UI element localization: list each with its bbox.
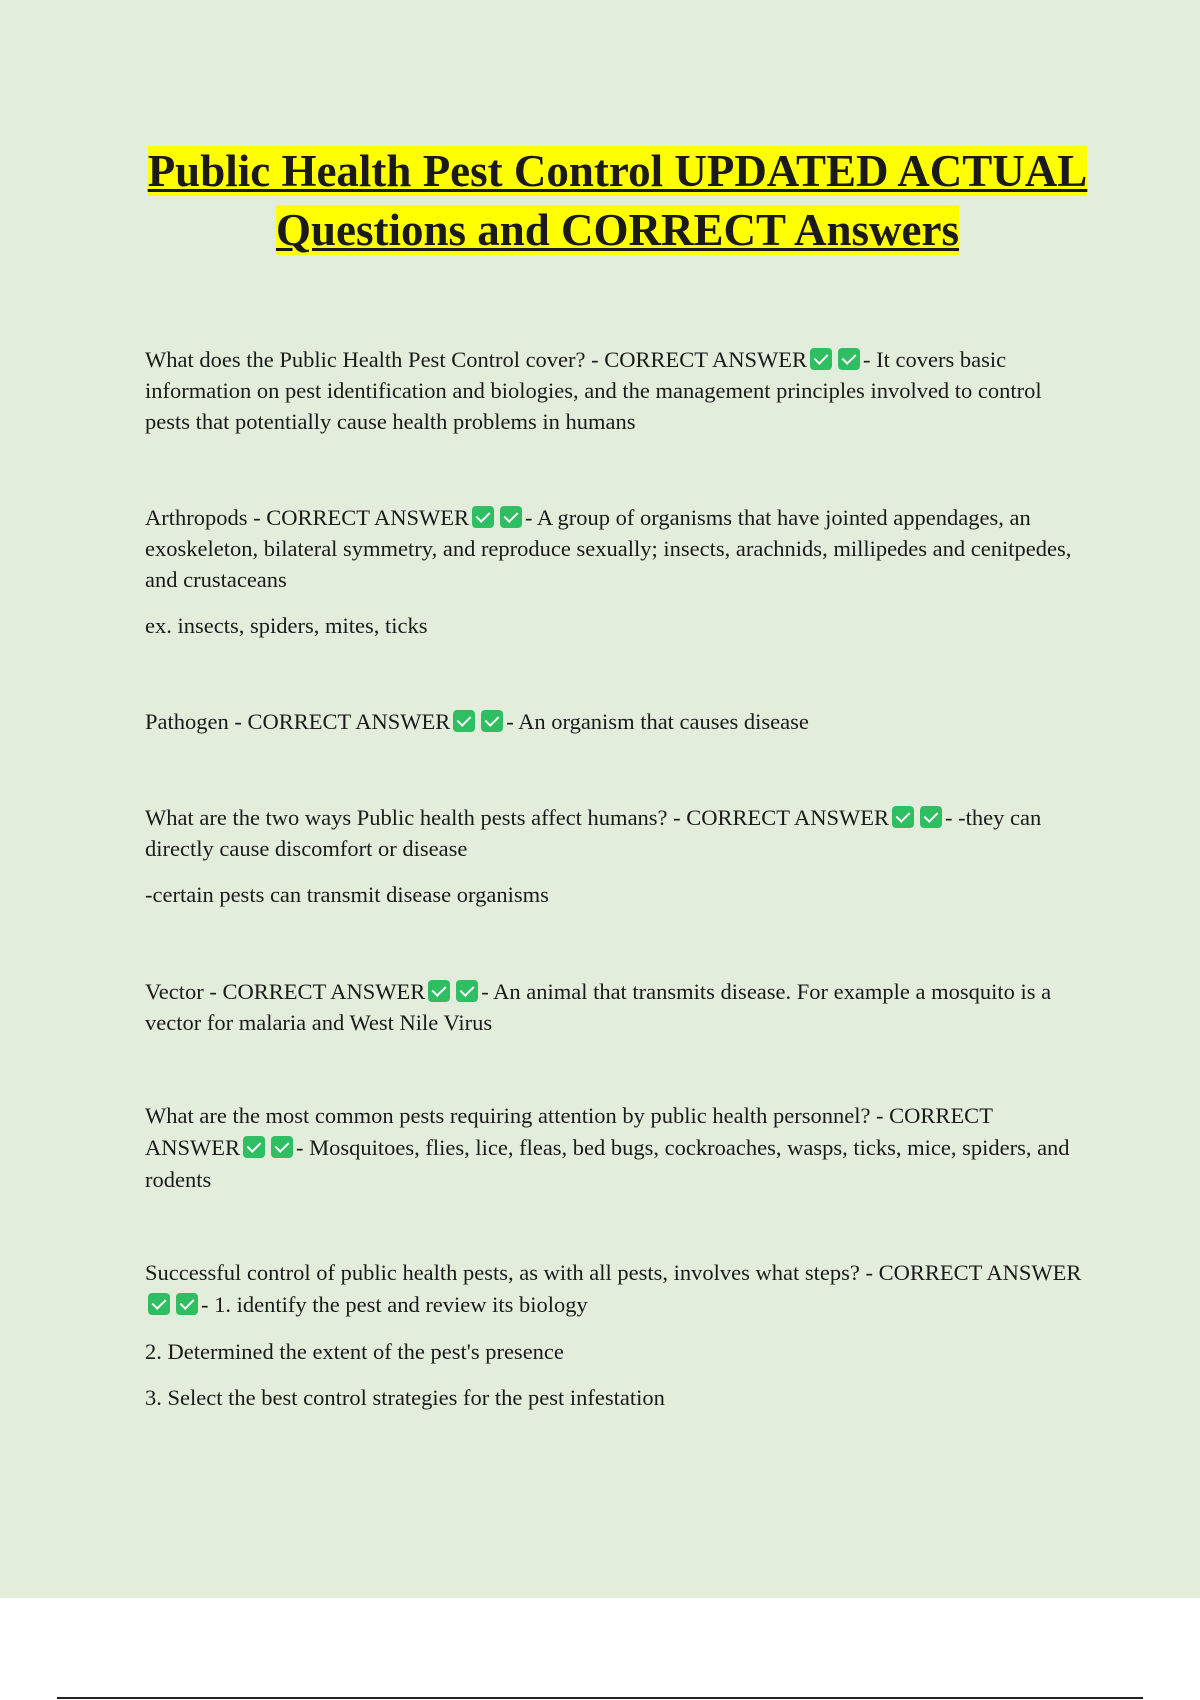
- qa-question: What are the two ways Public health pests affect humans? - CORRECT ANSWER: [145, 805, 890, 830]
- qa-extra-line: -certain pests can transmit disease organisms: [145, 882, 549, 907]
- qa-answer: - It covers basic information on pest identification and biologies, and the management principles involved to control pests that potentially cause health problems in humans: [145, 347, 1042, 434]
- qa-entry: [145, 344, 1090, 437]
- check-mark-icon: [810, 348, 832, 370]
- qa-question: What are the most common pests requiring attention by public health personnel? - CORRECT ANSWER: [145, 1103, 993, 1160]
- title-block: [130, 142, 1105, 260]
- qa-item: [145, 344, 1090, 437]
- qa-entry: [145, 1100, 1090, 1196]
- qa-item: [145, 1257, 1090, 1413]
- document-title: [130, 142, 1105, 260]
- check-mark-icon: [500, 506, 522, 528]
- check-mark-icon: [428, 980, 450, 1002]
- check-mark-icon: [920, 806, 942, 828]
- check-mark-icon: [148, 1293, 170, 1315]
- check-mark-icon: [456, 980, 478, 1002]
- qa-answer: - 1. identify the pest and review its biology: [201, 1292, 588, 1317]
- check-mark-icon: [176, 1293, 198, 1315]
- qa-answer: - -they can directly cause discomfort or disease: [145, 805, 1042, 861]
- qa-question: Successful control of public health pests, as with all pests, involves what steps? - CORRECT ANSWER: [145, 1260, 1082, 1285]
- qa-entry: [145, 802, 1090, 864]
- qa-answer: - A group of organisms that have jointed appendages, an exoskeleton, bilateral symmetry, and reproduce sexually; insects, arachnids, millipedes and cenitpedes, and crustaceans: [145, 505, 1072, 592]
- footer-divider: [57, 1697, 1143, 1699]
- qa-entry: [145, 502, 1090, 595]
- check-mark-icon: [838, 348, 860, 370]
- qa-question: Vector - CORRECT ANSWER: [145, 979, 426, 1004]
- qa-item: [145, 706, 1090, 737]
- qa-entry: [145, 976, 1090, 1038]
- check-mark-icon: [481, 710, 503, 732]
- qa-extra-line: 2. Determined the extent of the pest's presence: [145, 1339, 564, 1364]
- check-mark-icon: [271, 1136, 293, 1158]
- qa-entry: [145, 1257, 1090, 1321]
- qa-question: Arthropods - CORRECT ANSWER: [145, 505, 469, 530]
- qa-answer: - Mosquitoes, flies, lice, fleas, bed bugs, cockroaches, wasps, ticks, mice, spiders, and rodents: [145, 1135, 1070, 1192]
- check-mark-icon: [892, 806, 914, 828]
- check-mark-icon: [472, 506, 494, 528]
- qa-entry: [145, 706, 1090, 737]
- qa-item: [145, 976, 1090, 1038]
- qa-item: [145, 802, 1090, 910]
- check-mark-icon: [453, 710, 475, 732]
- check-mark-icon: [243, 1136, 265, 1158]
- qa-answer: - An animal that transmits disease. For example a mosquito is a vector for malaria and West Nile Virus: [145, 979, 1052, 1035]
- document-title-text: Public Health Pest Control UPDATED ACTUAL Questions and CORRECT Answers: [147, 146, 1088, 255]
- qa-item: [145, 1100, 1090, 1196]
- qa-item: [145, 502, 1090, 641]
- qa-extra-line: ex. insects, spiders, mites, ticks: [145, 613, 428, 638]
- qa-extra-line: 3. Select the best control strategies for the pest infestation: [145, 1385, 665, 1410]
- qa-question: What does the Public Health Pest Control cover? - CORRECT ANSWER: [145, 347, 808, 372]
- qa-question: Pathogen - CORRECT ANSWER: [145, 709, 451, 734]
- qa-answer: - An organism that causes disease: [506, 709, 809, 734]
